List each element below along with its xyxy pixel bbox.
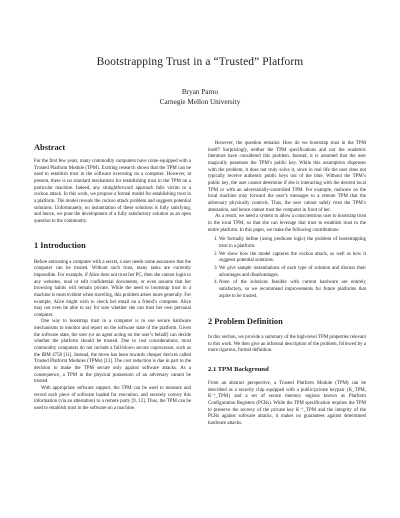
tpm-background-text: From an abstract perspective, a Trusted Platform Module (TPM) can be described as a security chip equipped with a public/private keypair {K_TPM, K⁻¹_TPM} and a set of secure memory regions known as Platform Configuration Registers (PCRs). While the TPM specification requires the TPM to preserve the secrecy of the private key K⁻¹_TPM and the integrity of the PCRs against software attacks, it makes no guarantees against determined hardware attacks. bbox=[208, 381, 366, 426]
introduction-paragraph: With appropriate software support, the TPM can be used to measure and record each piece of software loaded for execution, and securely convey this information (via an attestation) to a remote party [9, 13]. Thus, the TPM can be used to establish trust in the software on a machine. bbox=[34, 386, 191, 411]
list-item: 2. We show how the model captures the cuckoo attack, as well as how it suggests potential solutions. bbox=[219, 252, 366, 265]
tpm-background-heading: 2.1 TPM Background bbox=[208, 366, 269, 374]
introduction-heading: 1 Introduction bbox=[34, 240, 86, 250]
problem-definition-heading: 2 Problem Definition bbox=[208, 317, 283, 327]
right-column bbox=[208, 141, 366, 428]
left-column bbox=[34, 142, 191, 413]
list-item: 4. None of the solutions feasible with current hardware are entirely satisfactory, so we recommend improvements for future platforms that aspire to be trusted. bbox=[219, 280, 366, 300]
abstract-text: For the first few years, many commodity computers have come equipped with a Trusted Platform Module (TPM). Existing research shows that the TPM can be used to establish trust in the software executing on a computer. However, at present, there is no standard mechanism for establishing trust in the TPM on a particular machine. Indeed, any straightforward approach falls victim to a cuckoo attack. In this work, we propose a formal model for establishing trust in a platform. The model reveals the cuckoo attack problem and suggests potential solutions. Unfortunately, no instantiation of these solutions is fully satisfying, and hence, we pose the development of a fully satisfactory solution as an open question to the community. bbox=[34, 159, 191, 224]
introduction-paragraph: Before entrusting a computer with a secret, a user needs some assurance that the computer can be trusted. Without such trust, many tasks are currently impossible. For example, if Alice does not trust her PC, then she cannot login to any websites, read or edit confidential documents, or even assume that her browsing habits will remain private. While the need to bootstrap trust in a machine is most evident when traveling, this problem arises more generally. For example, Alice might wish to check her email on a friend’s computer. Alice may not even be able to say for sure whether she can trust her own personal computer. bbox=[34, 259, 191, 318]
body-paragraph: As a result, we need a system to allow a conscientious user to bootstrap trust in the local TPM, so that she can leverage that trust to establish trust in the entire platform. In this paper, we make the following contributions: bbox=[208, 214, 366, 233]
list-item: 3. We give sample instantiations of each type of solution and discuss their advantages and disadvantages. bbox=[219, 266, 366, 279]
abstract-heading: Abstract bbox=[34, 143, 66, 152]
list-item: 1. We formally define (using predicate logic) the problem of bootstrapping trust in a platform. bbox=[219, 237, 366, 250]
problem-definition-text: In this section, we provide a summary of the high-level TPM properties relevant to this work. We then give an informal description of the problem, followed by a more rigorous, formal definition. bbox=[208, 335, 366, 354]
body-paragraph: However, the question remains: How do we bootstrap trust in the TPM itself? Surprisingly, neither the TPM specifications and nor the academic literature have considered this problem. Instead, it is assumed that the user magically possesses the TPM’s public key. While this assumption dispenses with the problem, it does not truly solve it, since in real life the user does not typically receive authentic public keys out of the blue. Without the TPM’s public key, the user cannot determine if she is interacting with the desired local TPM or with an adversarially-controlled TPM. For example, malware on the local machine may forward the user’s messages to a remote TPM that the adversary physically controls. Thus, the user cannot safely trust the TPM’s attestation, and hence cannot trust the computer in front of her. bbox=[208, 141, 366, 213]
introduction-paragraph: One way to bootstrap trust in a computer is to use secure hardware mechanisms to monitor and report on the software state of the platform. Given the software state, the user (or an agent acting on the user’s behalf) can decide whether the platform should be trusted. Due to cost considerations, most commodity computers do not include a full-blown secure coprocessor, such as the IBM 4758 [11]. Instead, the move has been towards cheaper devices called Trusted Platform Modules (TPMs) [13]. The cost reduction is due in part to the decision to make the TPM secure only against software attacks. As a consequence, a TPM in the physical possession of an adversary cannot be trusted. bbox=[34, 319, 191, 385]
paper-title: Bootstrapping Trust in a “Trusted” Platform bbox=[96, 56, 304, 68]
author-affiliation: Carnegie Mellon University bbox=[159, 98, 241, 106]
author-name: Bryan Parno bbox=[181, 88, 219, 96]
author-block bbox=[0, 87, 400, 107]
contributions-list bbox=[208, 237, 366, 300]
